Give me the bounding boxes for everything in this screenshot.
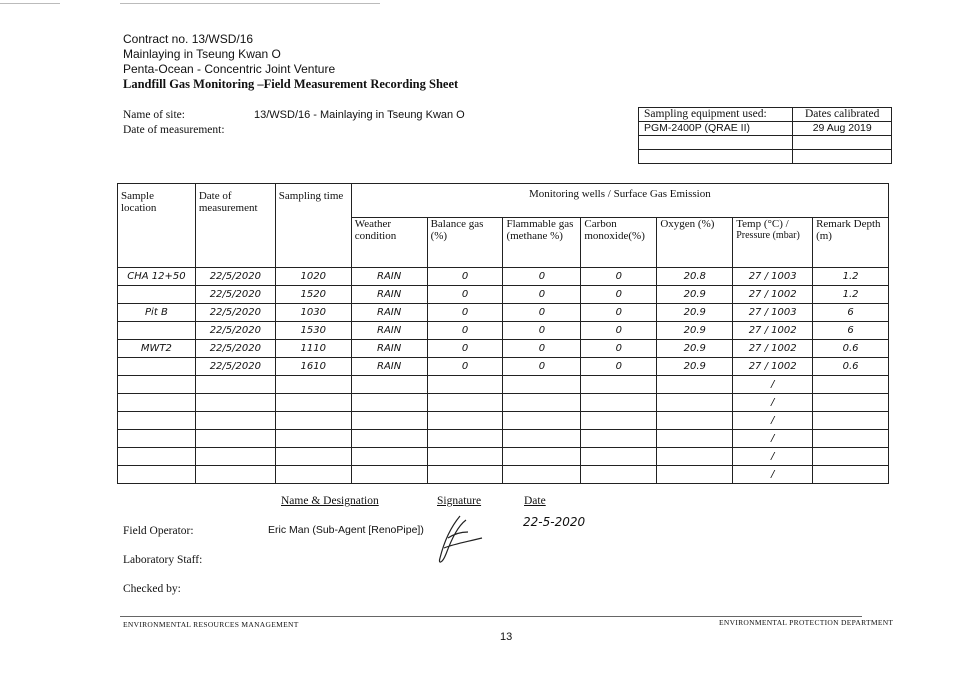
cell-time (275, 394, 351, 412)
cell-flammable (503, 394, 581, 412)
table-row (118, 322, 889, 340)
cell-flammable (503, 430, 581, 448)
cell-loc: MWT2 (118, 340, 196, 358)
checked-by-label: Checked by: (123, 583, 181, 595)
cell-time: 1030 (275, 304, 351, 322)
table-row (118, 466, 889, 484)
cell-balance: 0 (427, 304, 503, 322)
name-designation-heading: Name & Designation (281, 495, 379, 507)
cell-oxygen: 20.9 (657, 340, 733, 358)
cell-remark: 1.2 (813, 286, 889, 304)
cell-carbon (581, 430, 657, 448)
cell-oxygen: 20.9 (657, 304, 733, 322)
calibration-table (638, 107, 892, 164)
cell-weather: RAIN (351, 304, 427, 322)
cell-oxygen (657, 376, 733, 394)
header-pressure: Pressure (mbar) (736, 230, 800, 241)
cell-balance: 0 (427, 322, 503, 340)
cell-flammable: 0 (503, 286, 581, 304)
cell-flammable: 0 (503, 304, 581, 322)
signature-heading: Signature (437, 495, 482, 507)
cell-flammable (503, 466, 581, 484)
measurement-date-label: Date of measurement: (123, 124, 225, 136)
cell-oxygen (657, 394, 733, 412)
cell-time: 1110 (275, 340, 351, 358)
cell-oxygen: 20.9 (657, 358, 733, 376)
cell-remark (813, 466, 889, 484)
cell-time: 1530 (275, 322, 351, 340)
cell-date: 22/5/2020 (195, 304, 275, 322)
cell-oxygen (657, 448, 733, 466)
cell-weather (351, 466, 427, 484)
cell-balance (427, 394, 503, 412)
cell-flammable (503, 412, 581, 430)
cell-temp: / (733, 448, 813, 466)
cell-carbon: 0 (581, 286, 657, 304)
cell-temp: / (733, 466, 813, 484)
cell-weather: RAIN (351, 340, 427, 358)
contract-number: Contract no. 13/WSD/16 (123, 32, 254, 46)
cell-weather (351, 448, 427, 466)
cell-date (195, 394, 275, 412)
cell-loc (118, 394, 196, 412)
cell-remark (813, 412, 889, 430)
cell-carbon (581, 412, 657, 430)
cell-oxygen: 20.9 (657, 286, 733, 304)
cell-date: 22/5/2020 (195, 286, 275, 304)
header-weather: Weather condition (351, 218, 427, 268)
table-row (118, 268, 889, 286)
cell-remark: 0.6 (813, 358, 889, 376)
cell-weather: RAIN (351, 322, 427, 340)
header-time: Sampling time (275, 184, 351, 268)
cell-temp: / (733, 430, 813, 448)
cell-loc (118, 286, 196, 304)
cell-date: 22/5/2020 (195, 322, 275, 340)
cell-balance (427, 448, 503, 466)
cell-carbon (581, 466, 657, 484)
cell-time: 1020 (275, 268, 351, 286)
cell-oxygen: 20.8 (657, 268, 733, 286)
cell-flammable (503, 376, 581, 394)
cell-carbon: 0 (581, 268, 657, 286)
cell-time (275, 448, 351, 466)
table-body (118, 268, 889, 484)
table-row (118, 304, 889, 322)
footer-left: ENVIRONMENTAL RESOURCES MANAGEMENT (123, 620, 299, 629)
cell-date: 22/5/2020 (195, 358, 275, 376)
cell-flammable: 0 (503, 358, 581, 376)
page-number: 13 (500, 631, 513, 643)
cell-carbon (581, 376, 657, 394)
cell-carbon (581, 448, 657, 466)
cell-oxygen (657, 466, 733, 484)
cell-weather: RAIN (351, 358, 427, 376)
scan-artifact (0, 3, 60, 4)
cell-carbon: 0 (581, 358, 657, 376)
cell-date (195, 448, 275, 466)
cell-remark (813, 430, 889, 448)
cell-flammable: 0 (503, 322, 581, 340)
cell-temp: 27 / 1002 (733, 322, 813, 340)
header-monitoring-group: Monitoring wells / Surface Gas Emission (351, 184, 888, 218)
cell-temp: 27 / 1003 (733, 304, 813, 322)
cell-temp: 27 / 1002 (733, 286, 813, 304)
header-temp-pressure (733, 218, 813, 268)
cell-oxygen (657, 430, 733, 448)
table-row (118, 340, 889, 358)
calibrated-header: Dates calibrated (793, 108, 892, 122)
cell-date (195, 466, 275, 484)
cell-date (195, 376, 275, 394)
measurement-table (117, 183, 889, 484)
cell-temp: / (733, 394, 813, 412)
cell-balance (427, 412, 503, 430)
site-name-value: 13/WSD/16 - Mainlaying in Tseung Kwan O (254, 109, 465, 121)
cell-weather: RAIN (351, 286, 427, 304)
cell-time (275, 466, 351, 484)
cell-remark: 6 (813, 304, 889, 322)
cell-time (275, 376, 351, 394)
cell-temp: 27 / 1002 (733, 358, 813, 376)
cell-weather (351, 430, 427, 448)
header-oxygen: Oxygen (%) (657, 218, 733, 268)
cell-loc: CHA 12+50 (118, 268, 196, 286)
cell-remark: 6 (813, 322, 889, 340)
cell-balance: 0 (427, 340, 503, 358)
table-row (118, 286, 889, 304)
cell-temp: / (733, 412, 813, 430)
footer-rule (120, 616, 862, 617)
cell-time (275, 430, 351, 448)
table-row (118, 430, 889, 448)
cell-flammable: 0 (503, 268, 581, 286)
cell-balance (427, 430, 503, 448)
equipment-cell (639, 136, 793, 150)
cell-time: 1610 (275, 358, 351, 376)
header-carbon-monoxide: Carbon monoxide(%) (581, 218, 657, 268)
cell-balance: 0 (427, 268, 503, 286)
table-row (118, 448, 889, 466)
calibrated-cell: 29 Aug 2019 (793, 122, 892, 136)
cell-temp: 27 / 1003 (733, 268, 813, 286)
cell-carbon: 0 (581, 322, 657, 340)
cell-balance (427, 466, 503, 484)
cell-oxygen: 20.9 (657, 322, 733, 340)
cell-balance: 0 (427, 358, 503, 376)
project-name: Mainlaying in Tseung Kwan O (123, 47, 281, 61)
cell-temp: / (733, 376, 813, 394)
date-heading: Date (524, 495, 546, 507)
cell-date: 22/5/2020 (195, 340, 275, 358)
cell-loc (118, 358, 196, 376)
cell-oxygen (657, 412, 733, 430)
sheet-title: Landfill Gas Monitoring –Field Measurement Recording Sheet (123, 77, 459, 91)
header-sample-location: Sample location (118, 184, 196, 268)
cell-weather: RAIN (351, 268, 427, 286)
cell-remark (813, 394, 889, 412)
footer-right: ENVIRONMENTAL PROTECTION DEPARTMENT (719, 618, 894, 627)
cell-temp: 27 / 1002 (733, 340, 813, 358)
cell-date (195, 430, 275, 448)
cell-flammable: 0 (503, 340, 581, 358)
cell-weather (351, 412, 427, 430)
cell-loc (118, 376, 196, 394)
header-temp: Temp (°C) / (736, 218, 789, 230)
field-operator-name: Eric Man (Sub-Agent [RenoPipe]) (268, 524, 424, 536)
site-name-label: Name of site: (123, 109, 185, 121)
cell-balance (427, 376, 503, 394)
table-row (118, 412, 889, 430)
field-operator-label: Field Operator: (123, 525, 194, 537)
cell-loc (118, 412, 196, 430)
cell-loc (118, 466, 196, 484)
cell-loc (118, 322, 196, 340)
cell-loc: Pit B (118, 304, 196, 322)
cell-time: 1520 (275, 286, 351, 304)
cell-weather (351, 376, 427, 394)
equipment-cell (639, 150, 793, 164)
cell-remark (813, 376, 889, 394)
header-flammable-gas: Flammable gas (methane %) (503, 218, 581, 268)
table-row (118, 394, 889, 412)
cell-carbon (581, 394, 657, 412)
cell-date (195, 412, 275, 430)
calibrated-cell (793, 136, 892, 150)
scan-artifact (120, 3, 380, 4)
contractor-name: Penta-Ocean - Concentric Joint Venture (123, 62, 336, 76)
cell-date: 22/5/2020 (195, 268, 275, 286)
table-row (118, 358, 889, 376)
lab-staff-label: Laboratory Staff: (123, 554, 203, 566)
cell-balance: 0 (427, 286, 503, 304)
table-row (118, 376, 889, 394)
header-date: Date of measurement (195, 184, 275, 268)
cell-carbon: 0 (581, 304, 657, 322)
cell-loc (118, 430, 196, 448)
field-operator-date: 22-5-2020 (523, 515, 586, 529)
field-operator-signature (430, 508, 490, 568)
header-balance-gas: Balance gas (%) (427, 218, 503, 268)
calibrated-cell (793, 150, 892, 164)
cell-remark: 1.2 (813, 268, 889, 286)
document-header (123, 32, 458, 92)
equipment-cell: PGM-2400P (QRAE II) (639, 122, 793, 136)
cell-weather (351, 394, 427, 412)
cell-remark: 0.6 (813, 340, 889, 358)
cell-flammable (503, 448, 581, 466)
cell-remark (813, 448, 889, 466)
cell-time (275, 412, 351, 430)
equipment-header: Sampling equipment used: (639, 108, 793, 122)
cell-loc (118, 448, 196, 466)
cell-carbon: 0 (581, 340, 657, 358)
header-remark: Remark Depth (m) (813, 218, 889, 268)
